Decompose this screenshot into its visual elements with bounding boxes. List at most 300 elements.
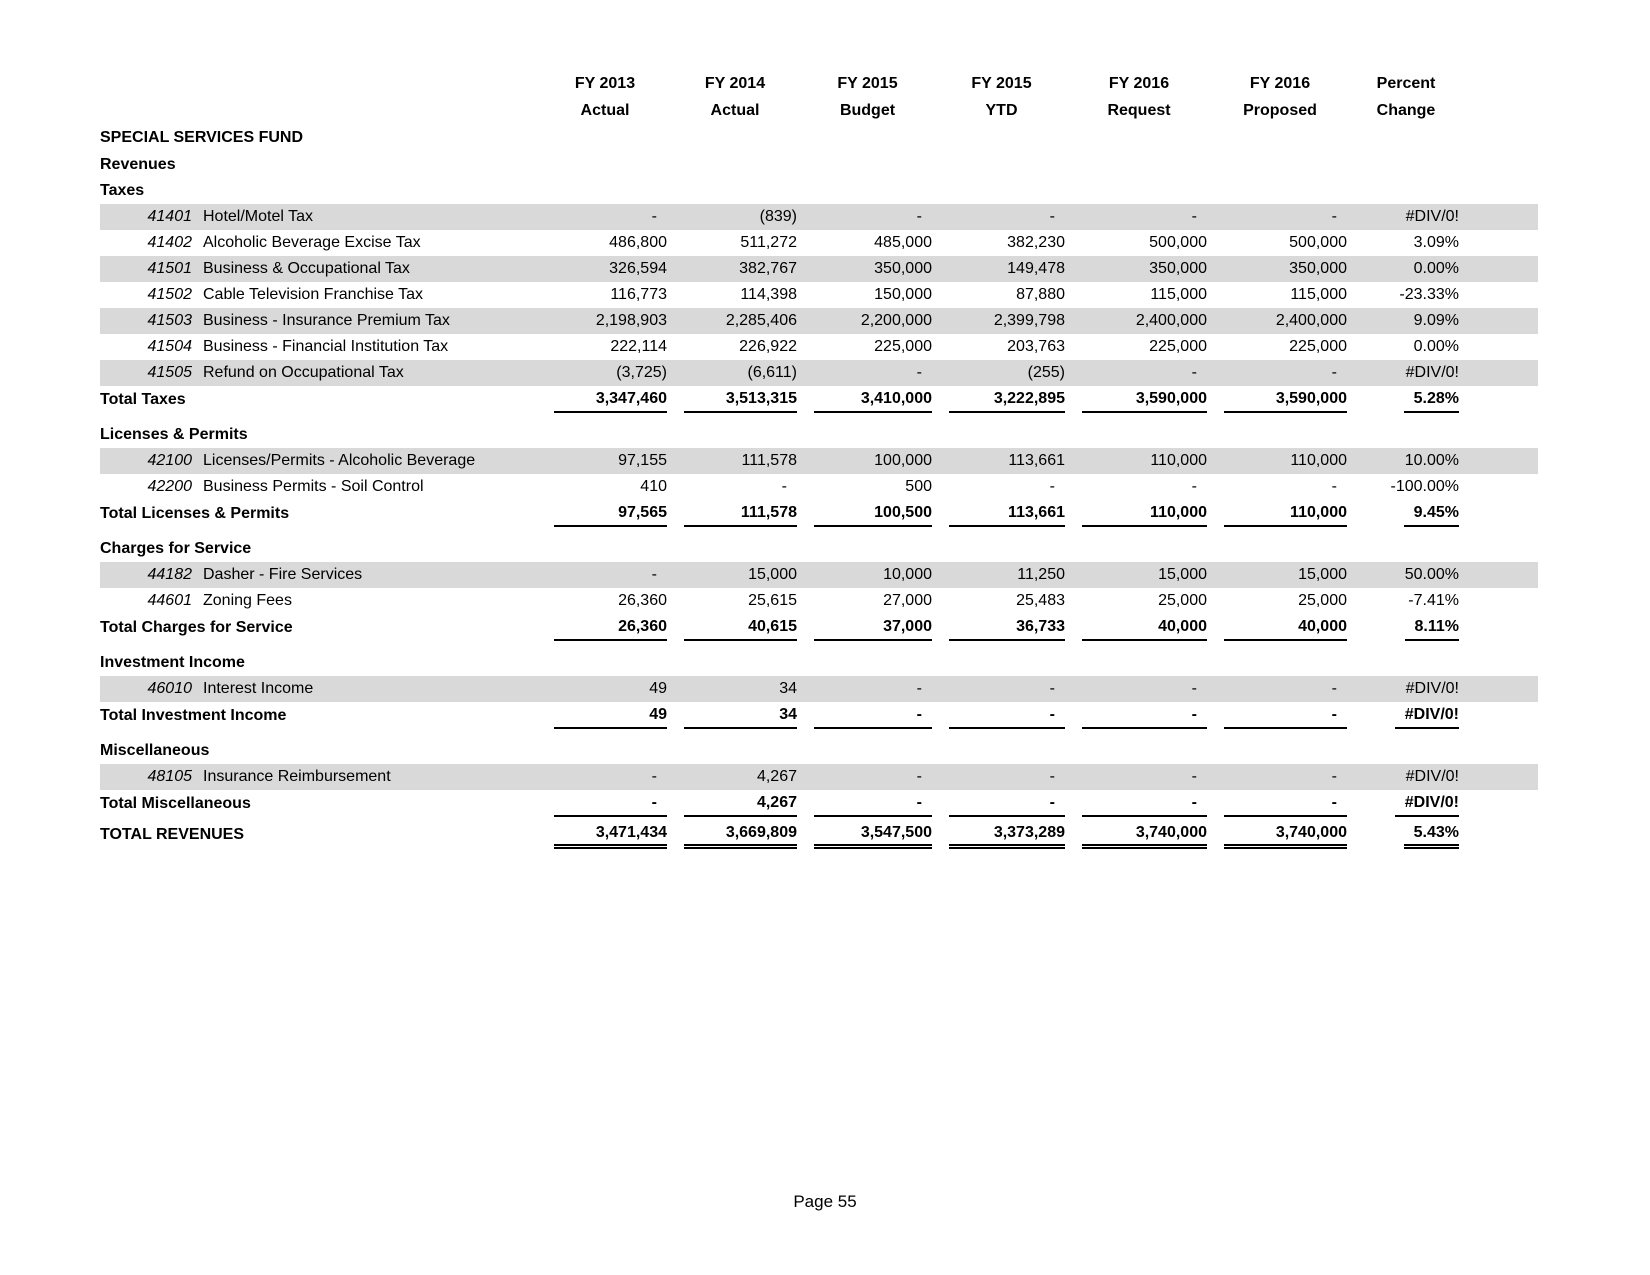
section-row	[100, 178, 1538, 204]
table-row	[100, 282, 1538, 308]
cell-value	[1068, 474, 1210, 500]
value-text: 5.28%	[1413, 389, 1459, 407]
cell-value	[1210, 282, 1350, 308]
total-underline	[1082, 387, 1207, 413]
cell-value	[1210, 448, 1350, 474]
row-code: 41401	[147, 208, 192, 225]
total-underline	[554, 387, 667, 413]
row-spacer	[1462, 676, 1538, 702]
table-header	[100, 70, 1538, 124]
grand-total-label: TOTAL REVENUES	[100, 826, 245, 843]
cell-value	[1210, 790, 1350, 817]
value-text: 500,000	[1149, 234, 1207, 251]
cell-value	[935, 230, 1068, 256]
value-text: -7.41%	[1408, 592, 1459, 609]
table-row	[100, 256, 1538, 282]
cell-value	[1350, 588, 1462, 614]
cell-value	[1350, 282, 1462, 308]
cell-value	[1210, 702, 1350, 729]
header-spacer	[100, 70, 540, 97]
value-text: -	[651, 208, 657, 225]
row-label: Dasher - Fire Services	[203, 566, 363, 583]
total-underline	[1395, 791, 1459, 817]
row-spacer	[1462, 448, 1538, 474]
total-underline	[554, 791, 667, 817]
value-text: 149,478	[1007, 260, 1065, 277]
cell-value	[935, 282, 1068, 308]
row-code: 41505	[147, 364, 192, 381]
cell-value	[1068, 702, 1210, 729]
row-label-cell	[100, 204, 540, 230]
cell-value	[540, 474, 670, 500]
value-text: 500	[905, 478, 932, 495]
cell-value	[1350, 474, 1462, 500]
value-text: (3,725)	[616, 364, 667, 381]
value-text: (255)	[1027, 364, 1065, 381]
cell-value	[800, 204, 935, 230]
cell-value	[1210, 500, 1350, 527]
value-text: 97,155	[618, 452, 667, 469]
value-text: 3,590,000	[1135, 389, 1207, 407]
row-label-cell	[100, 360, 540, 386]
value-text: 34	[779, 680, 797, 697]
total-underline	[1224, 703, 1347, 729]
cell-value	[670, 448, 800, 474]
total-underline	[1395, 703, 1459, 729]
value-text: 100,500	[874, 503, 932, 521]
cell-value	[1350, 448, 1462, 474]
cell-value	[670, 614, 800, 641]
value-text: -100.00%	[1390, 478, 1459, 495]
row-code: 42200	[147, 478, 192, 495]
value-text: 25,483	[1016, 592, 1065, 609]
section-row	[100, 729, 1538, 764]
cell-value	[1068, 448, 1210, 474]
cell-value	[540, 386, 670, 413]
column-header: Change	[1376, 101, 1436, 119]
total-row	[100, 614, 1538, 641]
value-text: -	[1049, 793, 1055, 811]
table-row	[100, 230, 1538, 256]
value-text: 110,000	[1150, 452, 1207, 469]
total-underline	[1082, 703, 1207, 729]
row-label-cell	[100, 256, 540, 282]
cell-value	[935, 817, 1068, 850]
value-text: 3,410,000	[860, 389, 932, 407]
cell-value	[540, 308, 670, 334]
value-text: 110,000	[1290, 503, 1347, 521]
section-row	[100, 527, 1538, 562]
cell-value	[540, 614, 670, 641]
cell-value	[800, 790, 935, 817]
total-label: Total Miscellaneous	[100, 794, 251, 812]
total-underline	[1224, 501, 1347, 527]
cell-value	[540, 817, 670, 850]
column-header: FY 2015	[837, 74, 898, 92]
row-label-cell	[100, 308, 540, 334]
cell-value	[800, 500, 935, 527]
total-row	[100, 386, 1538, 413]
total-label: Total Charges for Service	[100, 618, 293, 636]
row-code: 41504	[147, 338, 192, 355]
column-header: FY 2015	[971, 74, 1032, 92]
row-code: 44182	[147, 566, 192, 583]
total-underline	[814, 822, 932, 849]
value-text: -	[1049, 768, 1055, 785]
cell-value	[935, 256, 1068, 282]
document-page	[100, 70, 1538, 850]
cell-value	[800, 308, 935, 334]
cell-value	[1350, 386, 1462, 413]
row-label: Business - Financial Institution Tax	[203, 338, 449, 355]
cell-value	[670, 500, 800, 527]
value-text: 3.09%	[1413, 234, 1459, 251]
value-text: -	[1331, 793, 1337, 811]
cell-value	[800, 702, 935, 729]
row-spacer	[1462, 588, 1538, 614]
value-text: 40,615	[748, 617, 797, 635]
row-spacer	[1462, 360, 1538, 386]
value-text: 2,200,000	[860, 312, 932, 329]
row-label-cell	[100, 764, 540, 790]
total-underline	[554, 615, 667, 641]
total-underline	[684, 822, 797, 849]
column-header: Percent	[1376, 74, 1436, 92]
value-text: (839)	[759, 208, 797, 225]
cell-value	[670, 676, 800, 702]
value-text: -23.33%	[1399, 286, 1459, 303]
total-underline	[684, 501, 797, 527]
value-text: 3,740,000	[1135, 823, 1207, 841]
cell-value	[1210, 676, 1350, 702]
fund-title-row	[100, 124, 1538, 151]
value-text: 37,000	[883, 617, 932, 635]
total-underline	[554, 822, 667, 849]
value-text: 2,285,406	[725, 312, 797, 329]
row-label: Interest Income	[203, 680, 314, 697]
value-text: 225,000	[1149, 338, 1207, 355]
section-row	[100, 413, 1538, 448]
cell-value	[1068, 562, 1210, 588]
column-header: FY 2016	[1249, 74, 1311, 92]
table-row	[100, 676, 1538, 702]
value-text: 4,267	[756, 793, 797, 811]
cell-value	[935, 790, 1068, 817]
cell-value	[1210, 360, 1350, 386]
value-text: -	[1191, 793, 1197, 811]
cell-value	[670, 764, 800, 790]
value-text: -	[916, 364, 922, 381]
cell-value	[1068, 360, 1210, 386]
fund-title-row-label: SPECIAL SERVICES FUND	[100, 128, 304, 146]
total-underline	[1224, 387, 1347, 413]
total-underline	[949, 822, 1065, 849]
cell-value	[670, 702, 800, 729]
value-text: 226,922	[739, 338, 797, 355]
cell-value	[540, 282, 670, 308]
cell-value	[670, 256, 800, 282]
value-text: -	[916, 793, 922, 811]
cell-value	[935, 500, 1068, 527]
value-text: 114,398	[740, 286, 797, 303]
row-label-cell	[100, 562, 540, 588]
value-text: #DIV/0!	[1405, 768, 1459, 785]
cell-value	[800, 256, 935, 282]
value-text: 3,373,289	[993, 823, 1065, 841]
row-label-cell	[100, 334, 540, 360]
cell-value	[935, 562, 1068, 588]
section-label: Investment Income	[100, 654, 245, 671]
value-text: 500,000	[1289, 234, 1347, 251]
cell-value	[670, 230, 800, 256]
total-row	[100, 790, 1538, 817]
section-label: Miscellaneous	[100, 742, 210, 759]
value-text: -	[1331, 364, 1337, 381]
value-text: 15,000	[1158, 566, 1207, 583]
total-label: Total Licenses & Permits	[100, 504, 290, 522]
table-row	[100, 308, 1538, 334]
value-text: -	[1191, 705, 1197, 723]
value-text: -	[1191, 208, 1197, 225]
cell-value	[540, 204, 670, 230]
row-label: Business & Occupational Tax	[203, 260, 410, 277]
budget-table	[100, 70, 1538, 850]
column-header: Actual	[580, 101, 630, 119]
section-label: Licenses & Permits	[100, 426, 248, 443]
total-underline	[949, 791, 1065, 817]
total-underline	[1404, 501, 1459, 527]
cell-value	[670, 817, 800, 850]
value-text: -	[916, 768, 922, 785]
row-spacer	[1462, 790, 1538, 817]
row-spacer	[1462, 474, 1538, 500]
cell-value	[1350, 614, 1462, 641]
total-underline	[684, 703, 797, 729]
cell-value	[540, 334, 670, 360]
total-underline	[1404, 822, 1459, 849]
cell-value	[1210, 817, 1350, 850]
cell-value	[1068, 282, 1210, 308]
grand-total-row	[100, 817, 1538, 850]
cell-value	[670, 562, 800, 588]
value-text: 3,347,460	[595, 389, 667, 407]
value-text: 113,661	[1008, 452, 1065, 469]
column-header: FY 2014	[704, 74, 766, 92]
value-text: -	[1331, 208, 1337, 225]
value-text: -	[781, 478, 787, 495]
value-text: 3,471,434	[595, 823, 667, 841]
cell-value	[1210, 588, 1350, 614]
value-text: 25,615	[748, 592, 797, 609]
row-label: Alcoholic Beverage Excise Tax	[203, 234, 421, 251]
cell-value	[935, 614, 1068, 641]
value-text: 486,800	[609, 234, 667, 251]
cell-value	[1068, 588, 1210, 614]
value-text: 26,360	[618, 617, 667, 635]
value-text: 350,000	[874, 260, 932, 277]
value-text: 11,250	[1017, 566, 1065, 583]
column-header: YTD	[985, 101, 1018, 119]
cell-value	[1068, 256, 1210, 282]
column-header: Actual	[710, 101, 760, 119]
value-text: 110,000	[1150, 503, 1207, 521]
cell-value	[1068, 790, 1210, 817]
header-spacer	[1462, 70, 1538, 97]
value-text: -	[1191, 364, 1197, 381]
table-row	[100, 474, 1538, 500]
value-text: 115,000	[1290, 286, 1347, 303]
value-text: -	[1331, 478, 1337, 495]
cell-value	[1350, 334, 1462, 360]
cell-value	[935, 386, 1068, 413]
value-text: -	[1191, 680, 1197, 697]
value-text: 36,733	[1016, 617, 1065, 635]
cell-value	[540, 500, 670, 527]
cell-value	[800, 562, 935, 588]
row-code: 41503	[147, 312, 192, 329]
cell-value	[800, 386, 935, 413]
value-text: 382,767	[739, 260, 797, 277]
cell-value	[1068, 676, 1210, 702]
header-spacer	[100, 97, 540, 124]
cell-value	[1350, 360, 1462, 386]
total-underline	[554, 501, 667, 527]
row-label-cell	[100, 474, 540, 500]
group-title-row-label: Revenues	[100, 155, 176, 173]
cell-value	[1350, 230, 1462, 256]
cell-value	[800, 614, 935, 641]
cell-value	[1350, 562, 1462, 588]
total-underline	[814, 387, 932, 413]
cell-value	[670, 588, 800, 614]
value-text: -	[1049, 680, 1055, 697]
table-row	[100, 764, 1538, 790]
column-header: Request	[1107, 101, 1171, 119]
value-text: 15,000	[1298, 566, 1347, 583]
cell-value	[800, 676, 935, 702]
row-label: Zoning Fees	[203, 592, 292, 609]
total-underline	[1224, 822, 1347, 849]
row-label-cell	[100, 282, 540, 308]
row-spacer	[1462, 230, 1538, 256]
value-text: 9.45%	[1413, 503, 1459, 521]
value-text: -	[651, 768, 657, 785]
value-text: 326,594	[609, 260, 667, 277]
value-text: 3,513,315	[725, 389, 797, 407]
value-text: 350,000	[1149, 260, 1207, 277]
cell-value	[540, 448, 670, 474]
value-text: 2,399,798	[993, 312, 1065, 329]
total-label: Total Investment Income	[100, 706, 287, 724]
value-text: 8.11%	[1414, 617, 1459, 635]
cell-value	[670, 790, 800, 817]
value-text: #DIV/0!	[1404, 793, 1459, 811]
value-text: 350,000	[1289, 260, 1347, 277]
value-text: 485,000	[874, 234, 932, 251]
value-text: -	[651, 793, 657, 811]
total-underline	[554, 703, 667, 729]
value-text: #DIV/0!	[1405, 208, 1459, 225]
value-text: -	[1191, 768, 1197, 785]
cell-value	[800, 282, 935, 308]
cell-value	[1210, 562, 1350, 588]
value-text: 382,230	[1007, 234, 1065, 251]
cell-value	[540, 702, 670, 729]
cell-value	[935, 334, 1068, 360]
cell-value	[1210, 474, 1350, 500]
value-text: 225,000	[1289, 338, 1347, 355]
value-text: #DIV/0!	[1405, 364, 1459, 381]
value-text: 113,661	[1008, 503, 1065, 521]
cell-value	[935, 474, 1068, 500]
row-spacer	[1462, 386, 1538, 413]
header-row	[100, 97, 1538, 124]
row-label: Business Permits - Soil Control	[203, 478, 424, 495]
total-label: Total Taxes	[100, 390, 186, 408]
row-spacer	[1462, 614, 1538, 641]
value-text: 3,590,000	[1275, 389, 1347, 407]
cell-value	[935, 448, 1068, 474]
cell-value	[1350, 702, 1462, 729]
value-text: 50.00%	[1404, 566, 1459, 583]
value-text: 5.43%	[1413, 823, 1459, 841]
value-text: 4,267	[756, 768, 797, 785]
value-text: 25,000	[1158, 592, 1207, 609]
total-underline	[1082, 791, 1207, 817]
cell-value	[540, 562, 670, 588]
value-text: 9.09%	[1413, 312, 1459, 329]
row-label-cell	[100, 676, 540, 702]
row-spacer	[1462, 817, 1538, 850]
value-text: -	[1331, 768, 1337, 785]
total-underline	[814, 615, 932, 641]
cell-value	[540, 676, 670, 702]
cell-value	[540, 588, 670, 614]
row-spacer	[1462, 204, 1538, 230]
value-text: -	[1049, 478, 1055, 495]
row-spacer	[1462, 334, 1538, 360]
cell-value	[1350, 817, 1462, 850]
value-text: -	[1331, 680, 1337, 697]
table-row	[100, 334, 1538, 360]
cell-value	[935, 308, 1068, 334]
column-header: Proposed	[1243, 101, 1317, 119]
total-underline	[1405, 615, 1459, 641]
row-label-cell	[100, 230, 540, 256]
table-row	[100, 562, 1538, 588]
total-underline	[684, 791, 797, 817]
cell-value	[1350, 500, 1462, 527]
cell-value	[935, 360, 1068, 386]
value-text: 3,740,000	[1275, 823, 1347, 841]
total-underline	[1404, 387, 1459, 413]
total-underline	[814, 791, 932, 817]
row-spacer	[1462, 702, 1538, 729]
value-text: 15,000	[748, 566, 797, 583]
column-header: FY 2016	[1108, 74, 1170, 92]
row-label-cell	[100, 588, 540, 614]
value-text: 2,198,903	[595, 312, 667, 329]
value-text: 40,000	[1158, 617, 1207, 635]
row-code: 41502	[147, 286, 192, 303]
value-text: 225,000	[874, 338, 932, 355]
row-spacer	[1462, 256, 1538, 282]
cell-value	[1210, 614, 1350, 641]
value-text: 410	[640, 478, 667, 495]
cell-value	[935, 204, 1068, 230]
value-text: 27,000	[883, 592, 932, 609]
header-row	[100, 70, 1538, 97]
